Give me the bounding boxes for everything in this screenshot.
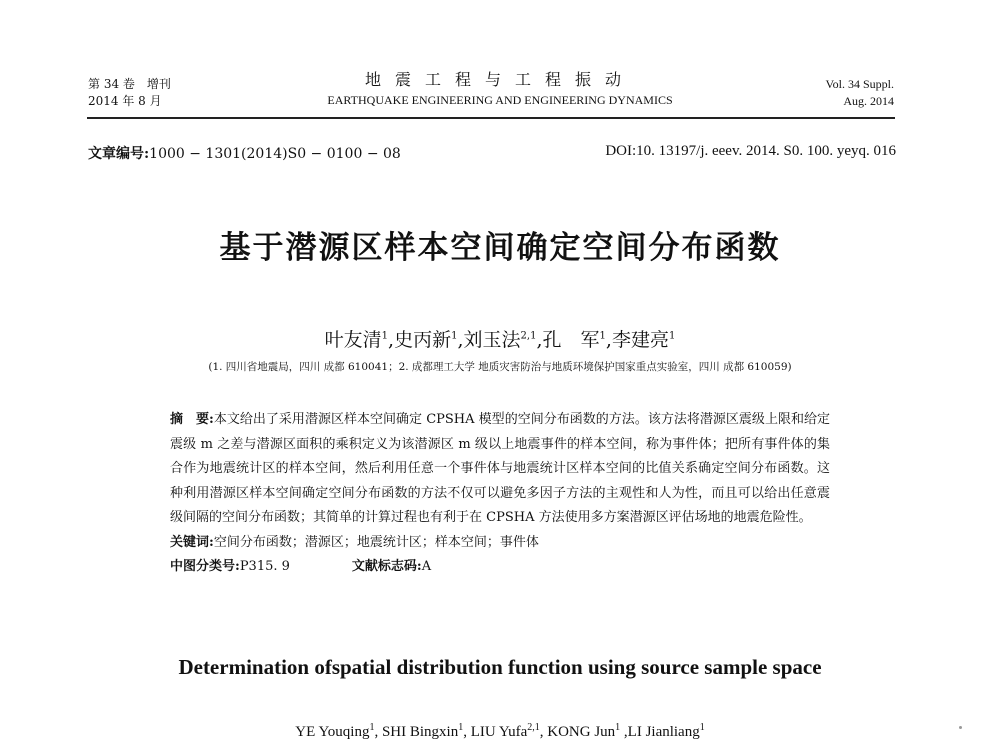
clc-value: P315. 9 (239, 559, 290, 574)
author-name: KONG Jun (547, 724, 616, 740)
author-affiliation-mark: 1 (458, 722, 464, 733)
author-separator: , (463, 724, 471, 740)
author-name: LI Jianliang (627, 724, 700, 740)
author-name: 李建亮 (611, 329, 669, 351)
header-right (826, 76, 894, 110)
page-title-cn: 基于潜源区样本空间确定空间分布函数 (219, 230, 781, 266)
author-affiliation-mark: 1 (451, 330, 458, 342)
abstract-text: 本文给出了采用潜源区样本空间确定 CPSHA 模型的空间分布函数的方法。该方法将潜源区震级上限和给定震级 m 之差与潜源区面积的乘积定义为该潜源区 m 级以上地震事件的样本空间，称为事件体；把所有事件体的集合作为地震统计区的样本空间，然后利用任意一个事件体与地震统计区样本空间的比值关系确定空间分布函数。这种利用潜源区样本空间确定空间分布函数的方法不仅可以避免多因子方法的主观性和人为性，而且可以给出任意震级间隔的空间分布函数；其简单的计算过程也有利于在 CPSHA 方法使用多方案潜源区评估场地的地震危险性。 (170, 412, 830, 525)
keywords-text: 空间分布函数；潜源区；地震统计区；样本空间；事件体 (213, 534, 539, 550)
keywords (170, 531, 830, 556)
volume-en: Vol. 34 Suppl. (825, 77, 894, 91)
journal-header (200, 69, 800, 109)
author-affiliation-mark: 1 (369, 722, 375, 733)
affiliations: (1. 四川省地震局，四川 成都 610041；2. 成都理工大学 地质灾害防治与地质环境保护国家重点实验室，四川 成都 610059) (208, 361, 792, 373)
author-name: 史丙新 (394, 329, 452, 351)
author-separator: , (457, 329, 464, 351)
author-separator: , (539, 724, 548, 740)
abstract (170, 408, 830, 531)
authors-cn (0, 325, 1000, 352)
author-separator: , (536, 329, 543, 351)
authors-en (0, 722, 1000, 741)
header-rule (87, 117, 895, 119)
date-cn: 2014 年 8 月 (88, 94, 162, 108)
page-title-en: Determination ofspatial distribution function using source sample space (178, 655, 822, 679)
author-separator: , (374, 724, 382, 740)
scan-dot (959, 726, 962, 729)
doc-code-value: A (421, 559, 432, 574)
article-number (88, 143, 401, 163)
author-affiliation-mark: 1 (381, 330, 389, 342)
author-name: LIU Yufa (470, 724, 528, 740)
clc-label: 中图分类号: (170, 559, 240, 574)
author-affiliation-mark: 2,1 (520, 330, 537, 342)
author-name: 叶友清 (324, 329, 382, 351)
author-separator: , (605, 329, 612, 351)
author-affiliation-mark: 1 (615, 722, 621, 733)
volume-cn: 第 34 卷 增刊 (88, 77, 171, 91)
author-name: 刘玉法 (463, 329, 521, 351)
classification (170, 555, 830, 580)
abstract-block (170, 408, 830, 580)
author-affiliation-mark: 1 (599, 330, 606, 342)
doc-code-label: 文献标志码: (351, 559, 422, 574)
header-left (88, 76, 171, 110)
author-name: YE Youqing (295, 724, 370, 740)
journal-title-cn: 地震工程与工程振动 (364, 70, 635, 89)
author-separator: , (620, 724, 628, 740)
article-number-value: 1000 − 1301(2014)S0 − 0100 − 08 (149, 146, 401, 162)
author-name: SHI Bingxin (381, 724, 459, 740)
author-affiliation-mark: 1 (699, 722, 705, 733)
date-en: Aug. 2014 (843, 94, 894, 108)
keywords-label: 关键词: (170, 534, 214, 550)
journal-title-en: EARTHQUAKE ENGINEERING AND ENGINEERING DYNAMICS (327, 93, 673, 107)
author-separator: , (388, 329, 395, 351)
abstract-label: 摘 要: (170, 412, 214, 427)
author-name: 孔 军 (542, 329, 600, 351)
author-affiliation-mark: 1 (668, 330, 676, 342)
article-number-label: 文章编号: (88, 146, 150, 162)
author-affiliation-mark: 2,1 (527, 722, 540, 733)
doi: DOI:10. 13197/j. eeev. 2014. S0. 100. yeyq. 016 (605, 143, 896, 159)
